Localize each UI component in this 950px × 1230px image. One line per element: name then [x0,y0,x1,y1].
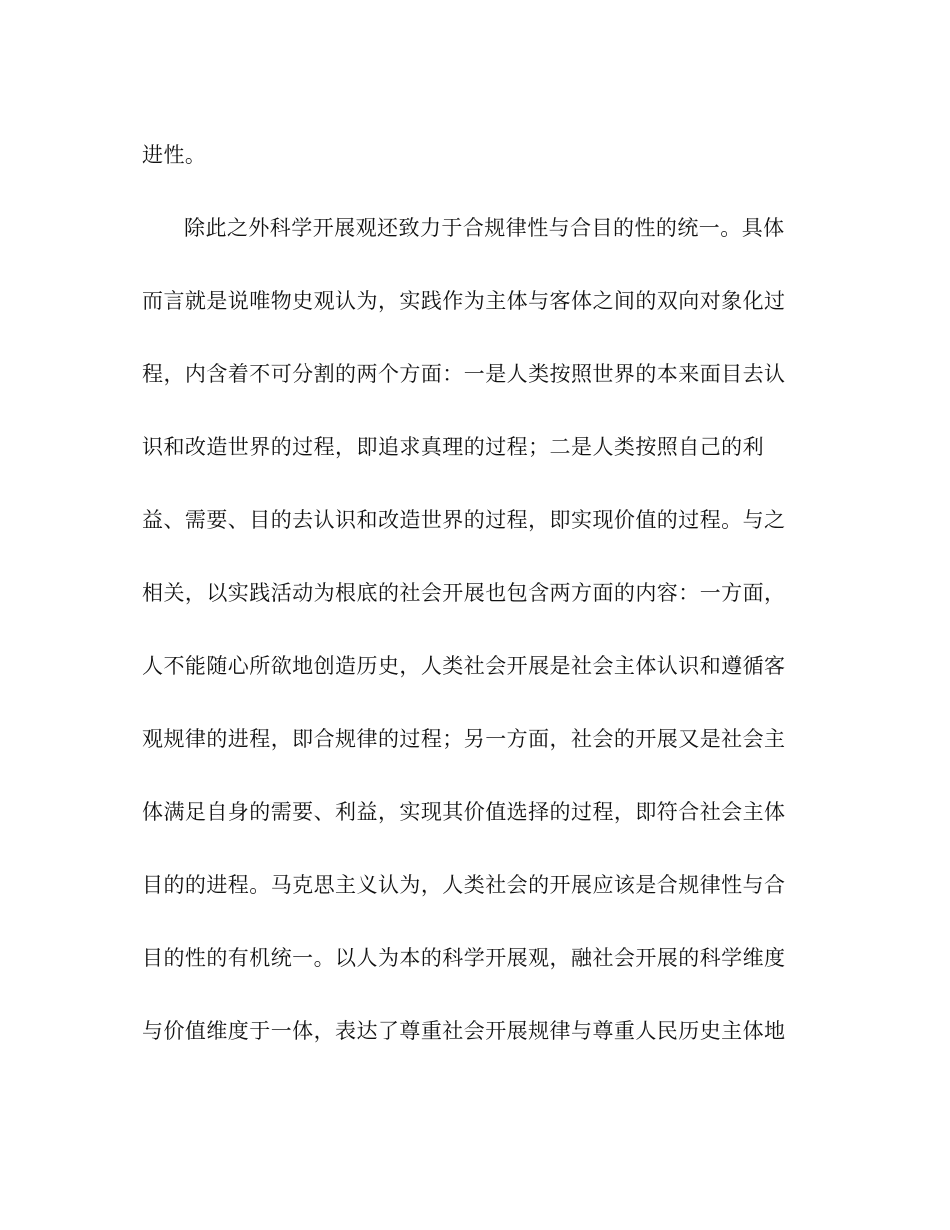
text-line: 识和改造世界的过程，即追求真理的过程；二是人类按照自己的利 [142,435,765,459]
text-line: 人不能随心所欲地创造历史，人类社会开展是社会主体认识和遵循客 [142,654,786,678]
text-line: 而言就是说唯物史观认为，实践作为主体与客体之间的双向对象化过 [142,289,786,313]
text-line: 与价值维度于一体，表达了尊重社会开展规律与尊重人民历史主体地 [142,1019,786,1043]
text-line: 观规律的进程，即合规律的过程；另一方面，社会的开展又是社会主 [142,727,786,751]
text-line: 除此之外科学开展观还致力于合规律性与合目的性的统一。具体 [184,216,785,240]
text-line: 目的性的有机统一。以人为本的科学开展观，融社会开展的科学维度 [142,946,786,970]
text-line: 进性。 [142,143,207,167]
text-line: 程，内含着不可分割的两个方面：一是人类按照世界的本来面目去认 [142,362,786,386]
text-line: 体满足自身的需要、利益，实现其价值选择的过程，即符合社会主体 [142,800,786,824]
text-line: 目的的进程。马克思主义认为，人类社会的开展应该是合规律性与合 [142,873,786,897]
text-line: 益、需要、目的去认识和改造世界的过程，即实现价值的过程。与之 [142,508,786,532]
text-line: 相关，以实践活动为根底的社会开展也包含两方面的内容：一方面， [142,581,786,605]
